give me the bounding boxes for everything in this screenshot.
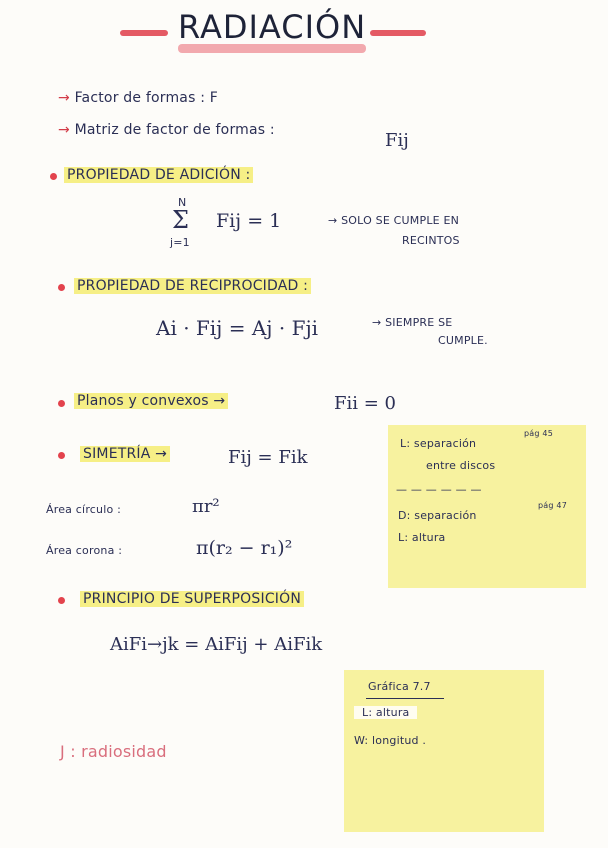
simetria-formula: Fij = Fik	[228, 447, 308, 468]
area-circulo-label: Área círculo :	[46, 503, 122, 516]
sticky1-line2: entre discos	[426, 459, 496, 472]
bullet-icon	[58, 597, 65, 604]
sum-symbol: Σ	[172, 206, 189, 234]
sticky1-ref2: pág 47	[538, 501, 567, 510]
reciprocidad-heading	[74, 278, 311, 294]
sticky2-line2: W: longitud .	[354, 734, 427, 747]
matriz-symbol: Fij	[385, 130, 409, 151]
page-title: RADIACIÓN	[178, 8, 367, 46]
matriz-text: Matriz de factor de formas :	[74, 122, 275, 138]
sticky1-line4: L: altura	[398, 531, 446, 544]
sticky-note-grafica	[344, 670, 544, 832]
planos-line	[74, 393, 228, 409]
title-dash-left	[120, 30, 168, 36]
superposicion-heading-text: PRINCIPIO DE SUPERPOSICIÓN	[80, 591, 304, 607]
bullet-icon	[58, 452, 65, 459]
reciprocidad-note-line2: CUMPLE.	[438, 334, 488, 347]
adicion-heading-text: PROPIEDAD DE ADICIÓN :	[64, 167, 253, 183]
radiosidad-text: J : radiosidad	[60, 742, 167, 761]
arrow-icon: →	[58, 122, 70, 138]
sticky2-title-underline	[366, 698, 444, 699]
sticky2-title: Gráfica 7.7	[368, 680, 431, 693]
adicion-formula: Fij = 1	[216, 210, 282, 232]
adicion-heading	[64, 167, 253, 183]
adicion-note-line2: RECINTOS	[402, 234, 460, 247]
adicion-note-line1: → SOLO SE CUMPLE EN	[328, 214, 460, 227]
superposicion-formula: AiFi→jk = AiFij + AiFik	[110, 634, 323, 655]
sticky2-line1-text: L: altura	[354, 706, 417, 719]
sum-upper-limit: N	[178, 196, 187, 209]
sticky-note-separacion	[388, 425, 586, 588]
sticky1-dashes: — — — — — —	[396, 483, 482, 496]
sticky1-line1: L: separación	[400, 437, 477, 450]
sticky1-ref1: pág 45	[524, 429, 553, 438]
sum-lower-limit: j=1	[170, 236, 190, 249]
bullet-icon	[50, 173, 57, 180]
area-corona-label: Área corona :	[46, 544, 123, 557]
reciprocidad-note-line1: → SIEMPRE SE	[372, 316, 453, 329]
factor-formas-text: Factor de formas : F	[74, 90, 219, 106]
sticky1-line3: D: separación	[398, 509, 477, 522]
bullet-icon	[58, 284, 65, 291]
arrow-icon: →	[58, 90, 70, 106]
title-dash-right	[370, 30, 426, 36]
sticky2-line1	[354, 706, 417, 719]
bullet-icon	[58, 400, 65, 407]
area-corona-formula: π(r₂ − r₁)²	[196, 537, 293, 559]
area-circulo-formula: πr²	[192, 496, 220, 517]
superposicion-heading	[80, 591, 304, 607]
planos-text: Planos y convexos →	[74, 393, 228, 409]
factor-formas-line	[58, 90, 218, 106]
simetria-line	[80, 446, 170, 462]
planos-formula: Fii = 0	[334, 393, 396, 414]
reciprocidad-heading-text: PROPIEDAD DE RECIPROCIDAD :	[74, 278, 311, 294]
reciprocidad-formula: Ai · Fij = Aj · Fji	[156, 316, 319, 340]
matriz-line	[58, 122, 275, 138]
simetria-text: SIMETRÍA →	[80, 446, 170, 462]
